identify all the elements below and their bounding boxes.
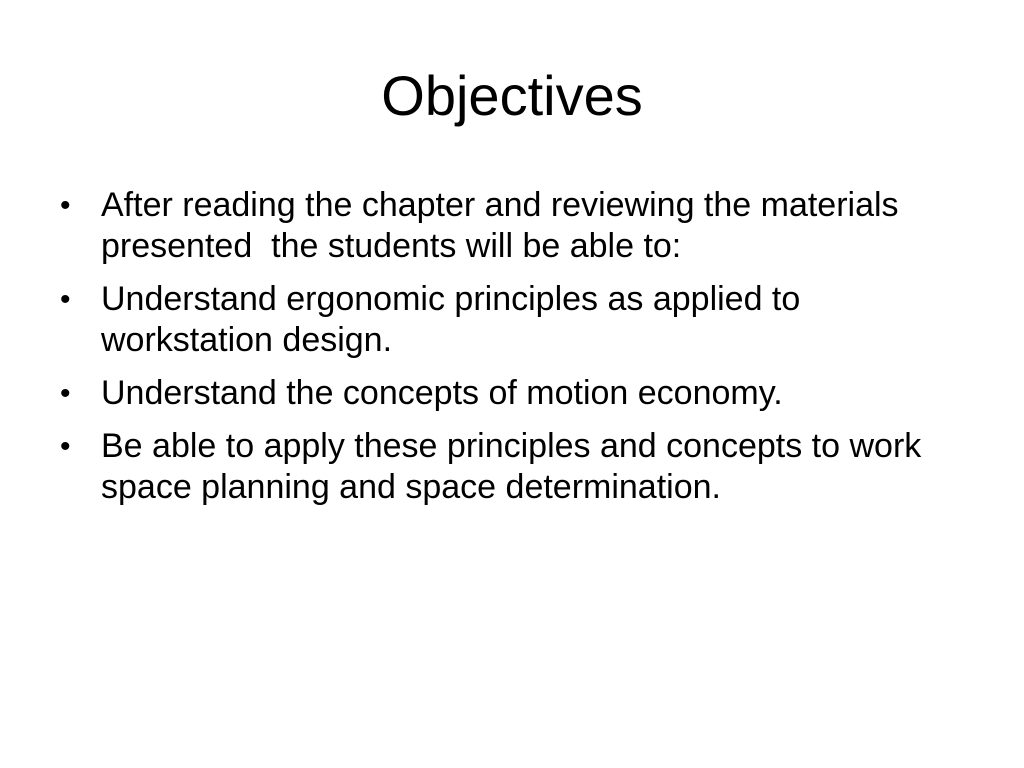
bullet-text: Understand ergonomic principles as applied to workstation design. (101, 280, 810, 359)
bullet-text: Understand the concepts of motion economy. (101, 374, 783, 412)
bullet-item (60, 373, 970, 414)
slide-title: Objectives (381, 64, 643, 127)
bullet-item (60, 279, 970, 361)
objectives-list (60, 185, 970, 520)
bullet-item (60, 185, 970, 267)
bullet-text: Be able to apply these principles and concepts to work space planning and space determination. (101, 427, 931, 506)
bullet-text: After reading the chapter and reviewing the materials presented the students will be able to: (101, 186, 909, 265)
bullet-item (60, 426, 970, 508)
